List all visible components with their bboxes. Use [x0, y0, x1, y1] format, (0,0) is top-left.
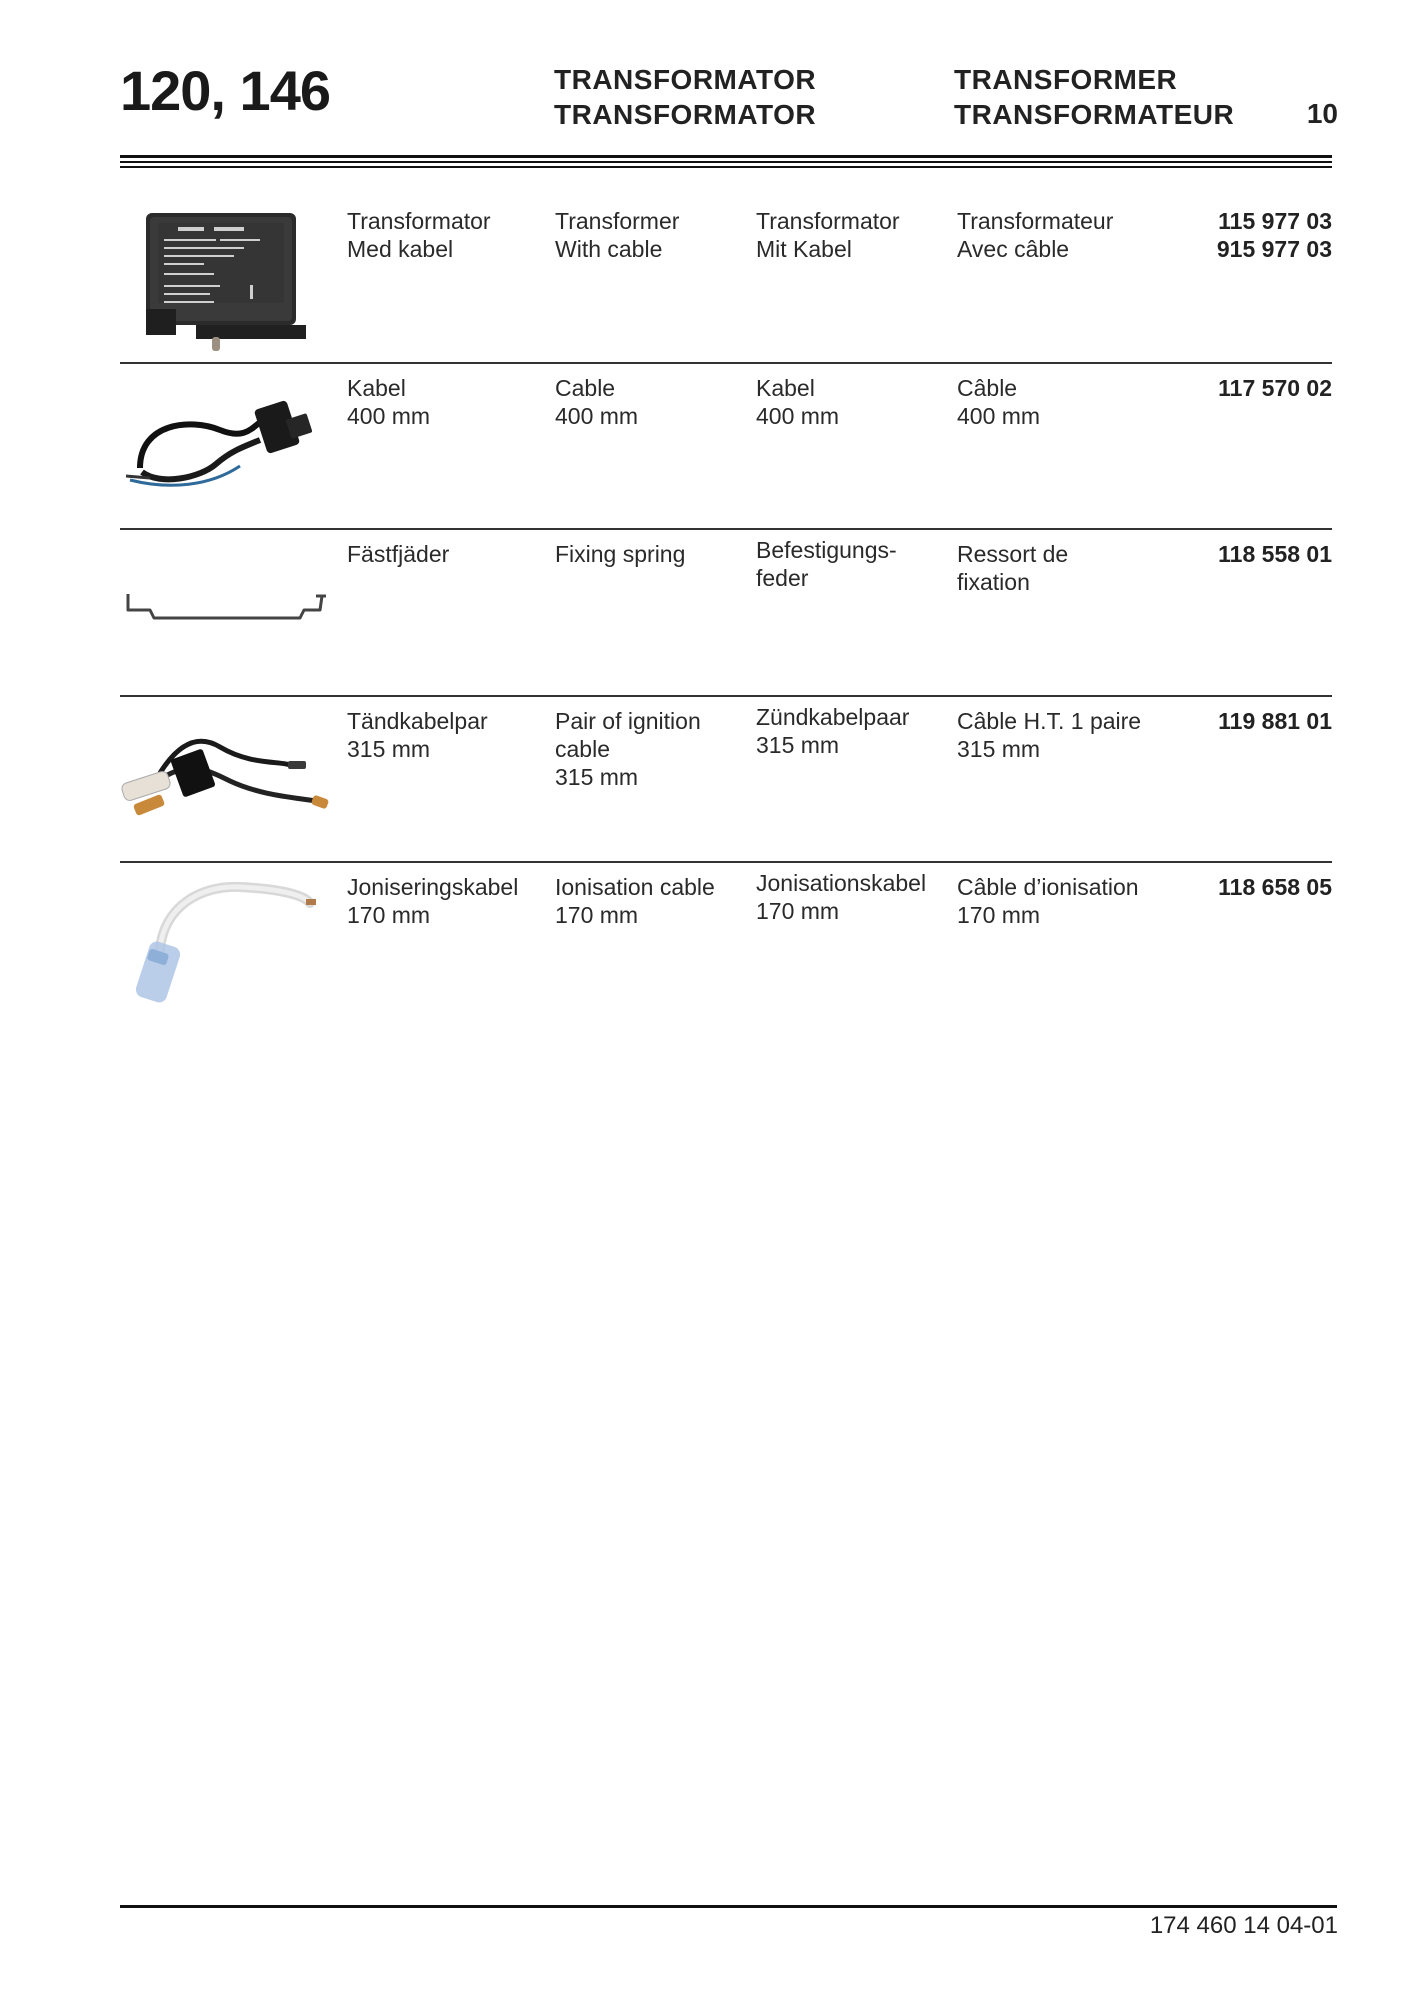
description-en [555, 873, 715, 929]
description-en [555, 540, 685, 568]
text-line: Jonisationskabel [756, 870, 927, 896]
page-number: 10 [1306, 98, 1338, 129]
description-fr [957, 873, 1139, 929]
part-number [1218, 873, 1332, 901]
part-number-line: 117 570 02 [1218, 375, 1332, 401]
text-line: 400 mm [957, 403, 1041, 429]
part-number-line: 115 977 03 [1218, 208, 1332, 234]
text-line: 400 mm [756, 403, 840, 429]
text-line: Befestigungs- [756, 537, 897, 563]
text-line: 400 mm [347, 403, 431, 429]
text-line: 400 mm [555, 403, 639, 429]
description-fr [957, 374, 1040, 430]
text-line: feder [756, 565, 809, 591]
description-de [756, 869, 926, 925]
text-line: Kabel [756, 375, 815, 401]
part-number-line: 118 558 01 [1218, 541, 1332, 567]
text-line: Cable [555, 375, 616, 401]
description-sv [347, 873, 518, 929]
description-de [756, 374, 839, 430]
header-rule-thick [120, 155, 1332, 158]
text-line: Ressort de [957, 541, 1069, 567]
text-line: Câble [957, 375, 1018, 401]
part-number [1218, 374, 1332, 402]
part-row-transformer [120, 195, 1332, 361]
title-en: TRANSFORMER [954, 64, 1178, 95]
part-number-line: 119 881 01 [1218, 708, 1332, 734]
text-line: Fästfjäder [347, 541, 450, 567]
description-en [555, 707, 701, 791]
text-line: Transformer [555, 208, 680, 234]
description-sv [347, 374, 430, 430]
description-sv [347, 207, 491, 263]
text-line: Joniseringskabel [347, 874, 519, 900]
part-row-fixing-spring [120, 528, 1332, 694]
text-line: 315 mm [756, 732, 840, 758]
description-de [756, 703, 909, 759]
cable-coil-image [120, 368, 330, 528]
description-de [756, 536, 897, 592]
text-line: Câble d’ionisation [957, 874, 1139, 900]
text-line: Câble H.T. 1 paire [957, 708, 1142, 734]
description-fr [957, 707, 1141, 763]
text-line: 170 mm [347, 902, 431, 928]
text-line: fixation [957, 569, 1030, 595]
text-line: Med kabel [347, 236, 454, 262]
part-row-ignition-cable-pair [120, 695, 1332, 861]
part-number-line: 118 658 05 [1218, 874, 1332, 900]
document-code: 174 460 14 04-01 [1149, 1912, 1338, 1939]
ionisation-cable-image [120, 867, 330, 1027]
row-divider [120, 528, 1332, 530]
ignition-cable-pair-image [120, 701, 330, 861]
text-line: 315 mm [347, 736, 431, 762]
transformer-image [120, 201, 330, 361]
text-line: Transformator [756, 208, 900, 234]
text-line: Fixing spring [555, 541, 686, 567]
text-line: 170 mm [957, 902, 1041, 928]
header-rule-middle [120, 161, 1332, 163]
title-swedish-german [554, 62, 816, 132]
title-sv: TRANSFORMATOR [554, 64, 817, 95]
part-number-line: 915 977 03 [1216, 236, 1332, 262]
text-line: 170 mm [555, 902, 639, 928]
part-row-cable [120, 362, 1332, 528]
title-english-french [954, 62, 1234, 132]
row-divider [120, 861, 1332, 863]
footer-rule [120, 1905, 1337, 1908]
model-numbers: 120, 146 [120, 59, 330, 122]
part-number [1218, 540, 1332, 568]
description-sv [347, 707, 488, 763]
text-line: Mit Kabel [756, 236, 852, 262]
text-line: With cable [555, 236, 663, 262]
description-de [756, 207, 900, 263]
description-en [555, 374, 638, 430]
text-line: Zündkabelpaar [756, 704, 910, 730]
row-divider [120, 362, 1332, 364]
text-line: cable [555, 736, 610, 762]
text-line: Tändkabelpar [347, 708, 488, 734]
text-line: Pair of ignition [555, 708, 701, 734]
text-line: Avec câble [957, 236, 1070, 262]
part-number [1218, 707, 1332, 735]
row-divider [120, 695, 1332, 697]
part-number [1217, 207, 1332, 263]
text-line: 315 mm [957, 736, 1041, 762]
text-line: Ionisation cable [555, 874, 715, 900]
title-de: TRANSFORMATOR [554, 99, 817, 130]
text-line: Transformateur [957, 208, 1114, 234]
text-line: 315 mm [555, 764, 639, 790]
description-fr [957, 207, 1113, 263]
text-line: 170 mm [756, 898, 840, 924]
header-rule-thin [120, 166, 1332, 168]
description-sv [347, 540, 449, 568]
text-line: Transformator [347, 208, 491, 234]
title-fr: TRANSFORMATEUR [954, 99, 1235, 130]
text-line: Kabel [347, 375, 406, 401]
part-row-ionisation-cable [120, 861, 1332, 1027]
fixing-spring-image [120, 534, 330, 694]
description-en [555, 207, 679, 263]
description-fr [957, 540, 1068, 596]
